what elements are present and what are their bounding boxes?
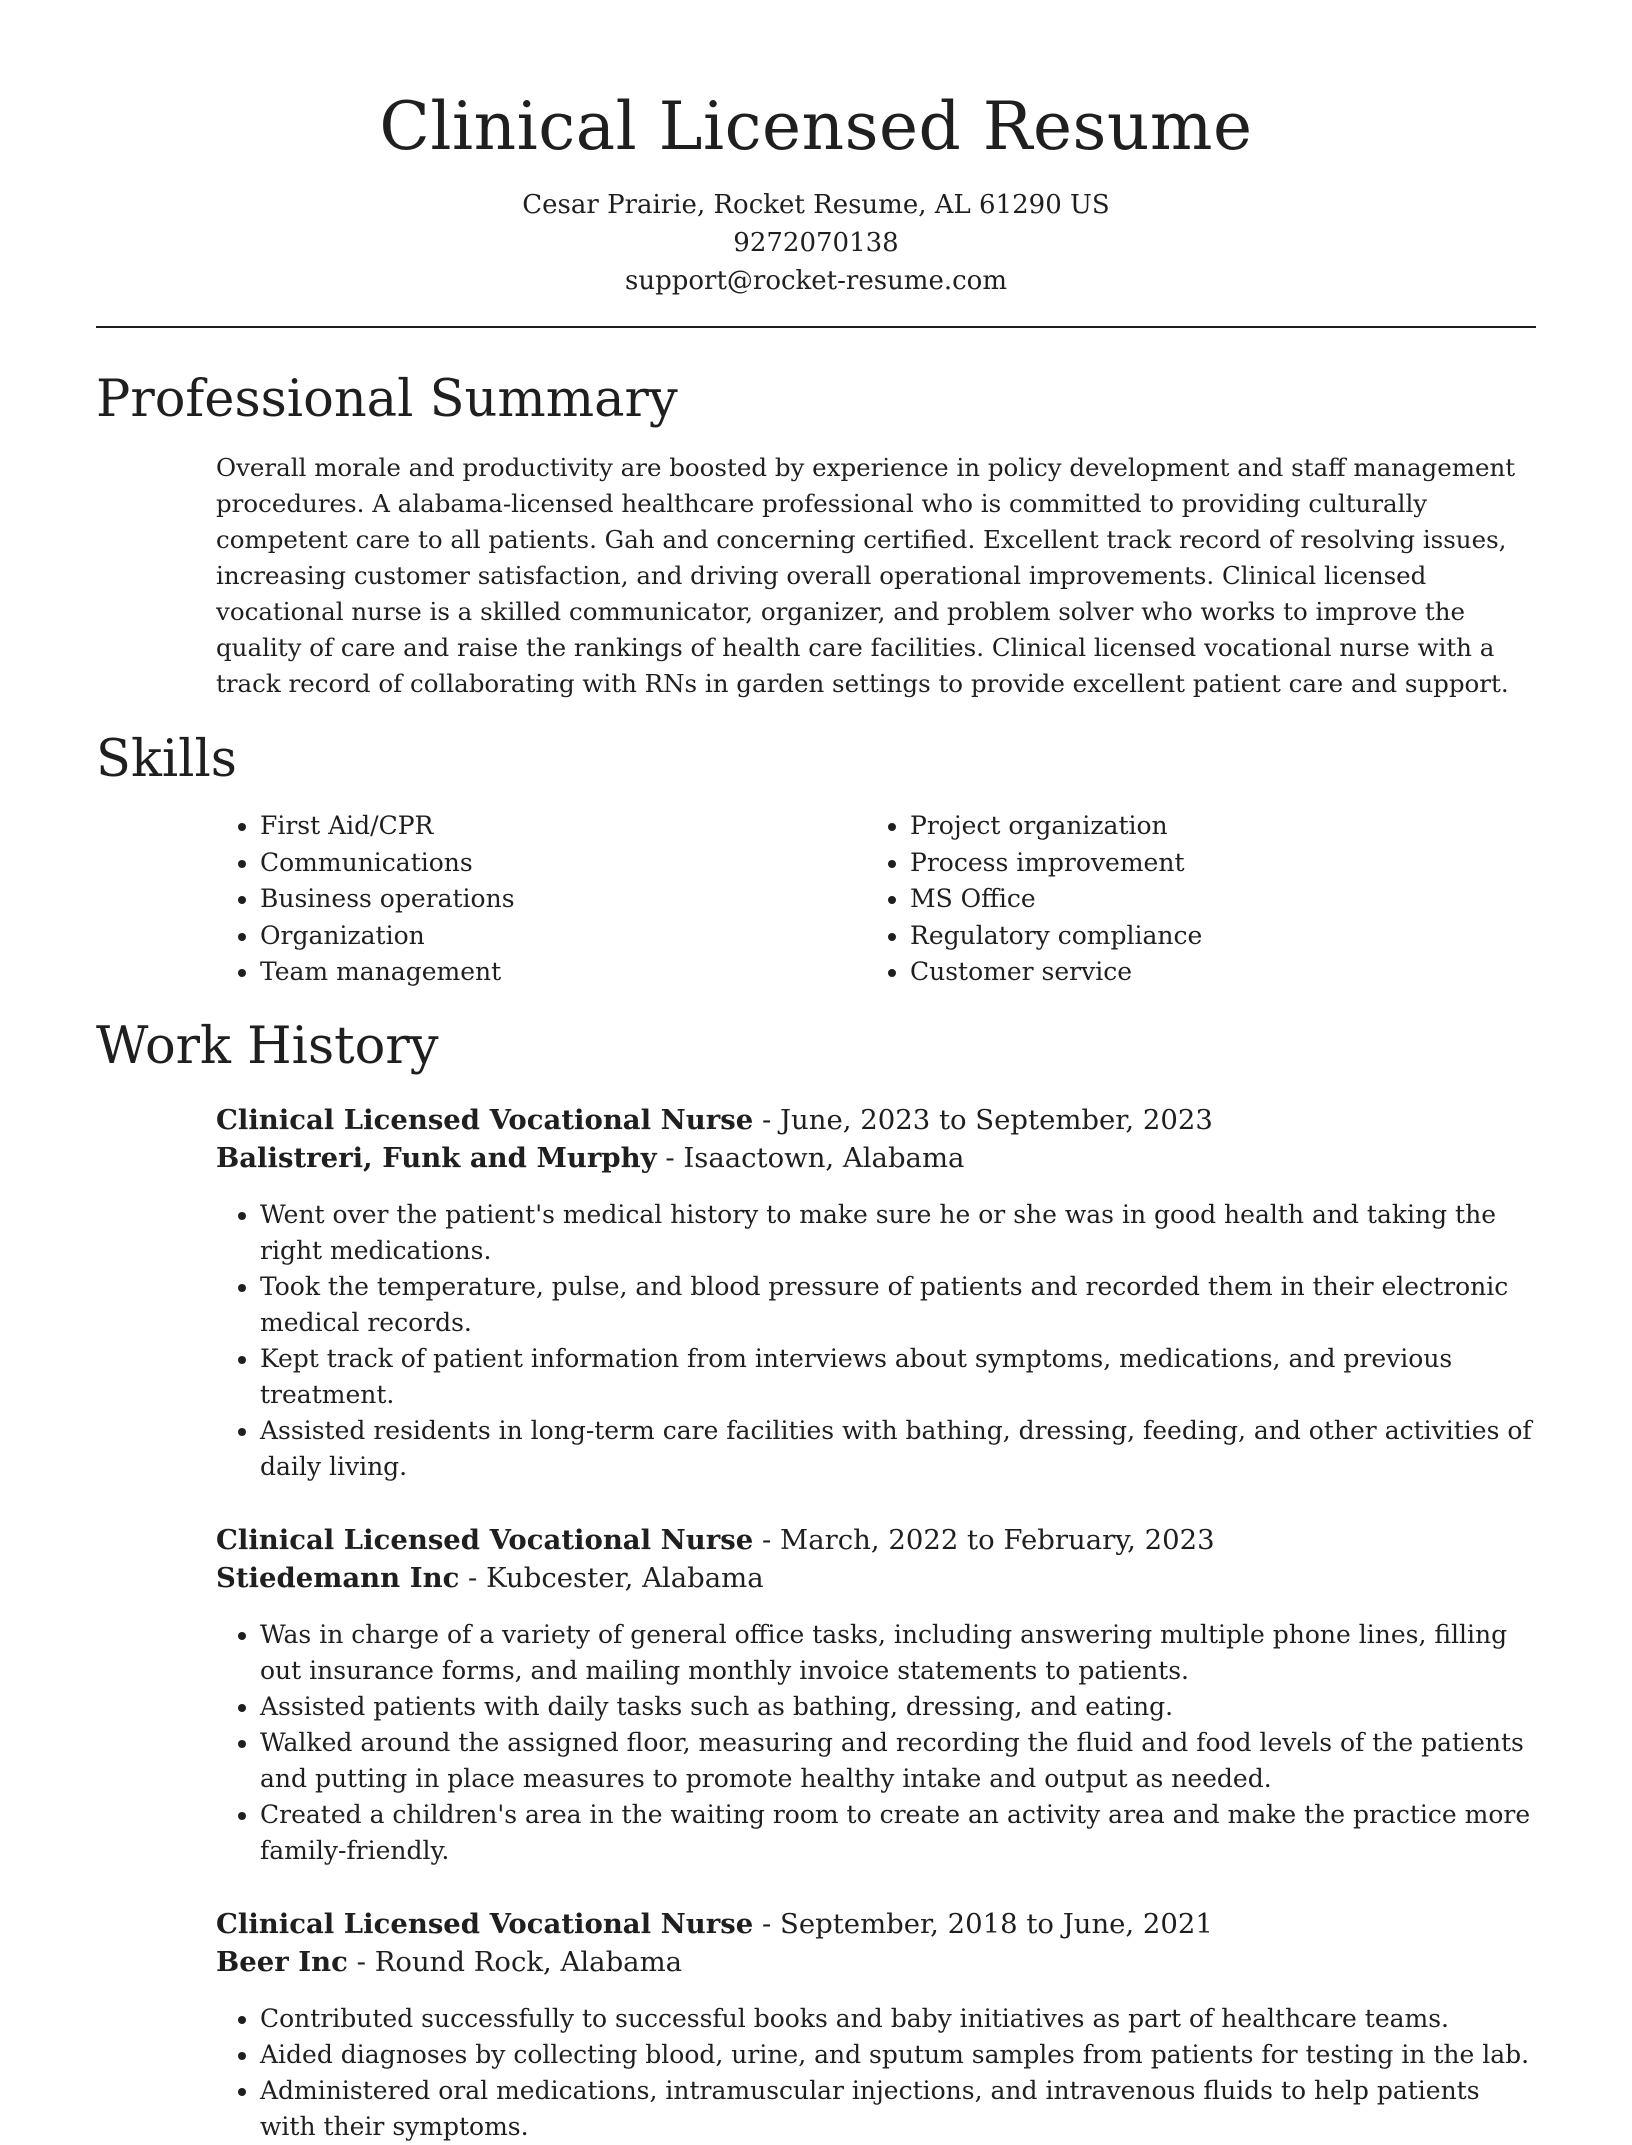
phone: 9272070138 <box>733 228 899 258</box>
job-title: Clinical Licensed Vocational Nurse <box>216 1907 754 1940</box>
job-bullet: • Took the temperature, pulse, and blood pressure of patients and recorded them in their electronic medical records. <box>260 1269 1536 1341</box>
job-location: Round Rock, Alabama <box>374 1945 683 1978</box>
job-title-line: Clinical Licensed Vocational Nurse - March, 2022 to February, 2023 <box>216 1523 1215 1556</box>
skill-item: • Project organization <box>910 808 1516 845</box>
job-entry <box>216 1905 1536 2145</box>
job-bullet: • Contributed successfully to successful books and baby initiatives as part of healthcare teams. <box>260 2001 1536 2037</box>
summary-heading: Professional Summary <box>96 370 678 429</box>
job-bullet: • Went over the patient's medical history to make sure he or she was in good health and taking the right medications. <box>260 1197 1536 1269</box>
job-bullets <box>216 1197 1536 1485</box>
job-bullets <box>216 2001 1536 2145</box>
job-bullet: • Walked around the assigned floor, measuring and recording the fluid and food levels of the patients and putting in place measures to promote healthy intake and output as needed. <box>260 1725 1536 1797</box>
job-company-line: Stiedemann Inc - Kubcester, Alabama <box>216 1561 764 1594</box>
skills-column-left <box>216 808 866 991</box>
skill-item: • Regulatory compliance <box>910 918 1516 955</box>
skills-list <box>216 808 1536 991</box>
job-company: Stiedemann Inc <box>216 1561 460 1594</box>
job-entry <box>216 1521 1536 1869</box>
resume-title: Clinical Licensed Resume <box>379 88 1253 165</box>
job-company-line: Balistreri, Funk and Murphy - Isaactown, Alabama <box>216 1141 965 1174</box>
skill-item: • Team management <box>260 954 866 991</box>
skill-item: • MS Office <box>910 881 1516 918</box>
job-company: Beer Inc <box>216 1945 348 1978</box>
job-title: Clinical Licensed Vocational Nurse <box>216 1103 754 1136</box>
job-entry <box>216 1101 1536 1485</box>
summary-text: Overall morale and productivity are boosted by experience in policy development and staff management procedures. A alabama-licensed healthcare professional who is committed to providing culturally competent care to all patients. Gah and concerning certified. Excellent track record of resolving issues, increasing customer satisfaction, and driving overall operational improvements. Clinical licensed vocational nurse is a skilled communicator, organizer, and problem solver who works to improve the quality of care and raise the rankings of health care facilities. Clinical licensed vocational nurse with a track record of collaborating with RNs in garden settings to provide excellent patient care and support. <box>216 453 1516 698</box>
job-dates: June, 2023 to September, 2023 <box>780 1103 1213 1136</box>
job-bullet: • Created a children's area in the waiting room to create an activity area and make the practice more family-friendly. <box>260 1797 1536 1869</box>
job-company-line: Beer Inc - Round Rock, Alabama <box>216 1945 683 1978</box>
job-title-line: Clinical Licensed Vocational Nurse - September, 2018 to June, 2021 <box>216 1907 1213 1940</box>
skill-item: • Customer service <box>910 954 1516 991</box>
job-bullet: • Was in charge of a variety of general office tasks, including answering multiple phone lines, filling out insurance forms, and mailing monthly invoice statements to patients. <box>260 1617 1536 1689</box>
email: support@rocket-resume.com <box>624 266 1007 296</box>
contact-info <box>96 186 1536 300</box>
skills-column-right <box>866 808 1516 991</box>
job-bullet: • Kept track of patient information from interviews about symptoms, medications, and previous treatment. <box>260 1341 1536 1413</box>
job-bullets <box>216 1617 1536 1869</box>
job-dates: March, 2022 to February, 2023 <box>780 1523 1215 1556</box>
skill-item: • Process improvement <box>910 845 1516 882</box>
skills-heading: Skills <box>96 730 237 789</box>
address: Cesar Prairie, Rocket Resume, AL 61290 US <box>522 190 1110 220</box>
job-bullet: • Administered oral medications, intramuscular injections, and intravenous fluids to help patients with their symptoms. <box>260 2073 1536 2145</box>
job-location: Kubcester, Alabama <box>486 1561 764 1594</box>
work-history-heading: Work History <box>96 1016 439 1076</box>
resume-header <box>96 0 1536 300</box>
job-dates: September, 2018 to June, 2021 <box>780 1907 1213 1940</box>
job-bullet: • Assisted residents in long-term care facilities with bathing, dressing, feeding, and other activities of daily living. <box>260 1413 1536 1485</box>
job-title-line: Clinical Licensed Vocational Nurse - June, 2023 to September, 2023 <box>216 1103 1213 1136</box>
job-location: Isaactown, Alabama <box>683 1141 965 1174</box>
skill-item: • Business operations <box>260 881 866 918</box>
skill-item: • Organization <box>260 918 866 955</box>
job-company: Balistreri, Funk and Murphy <box>216 1141 657 1174</box>
resume-page <box>96 0 1536 2145</box>
skill-item: • First Aid/CPR <box>260 808 866 845</box>
job-bullet: • Assisted patients with daily tasks such as bathing, dressing, and eating. <box>260 1689 1536 1725</box>
skill-item: • Communications <box>260 845 866 882</box>
job-bullet: • Aided diagnoses by collecting blood, urine, and sputum samples from patients for testing in the lab. <box>260 2037 1536 2073</box>
job-title: Clinical Licensed Vocational Nurse <box>216 1523 754 1556</box>
header-divider <box>96 326 1536 328</box>
